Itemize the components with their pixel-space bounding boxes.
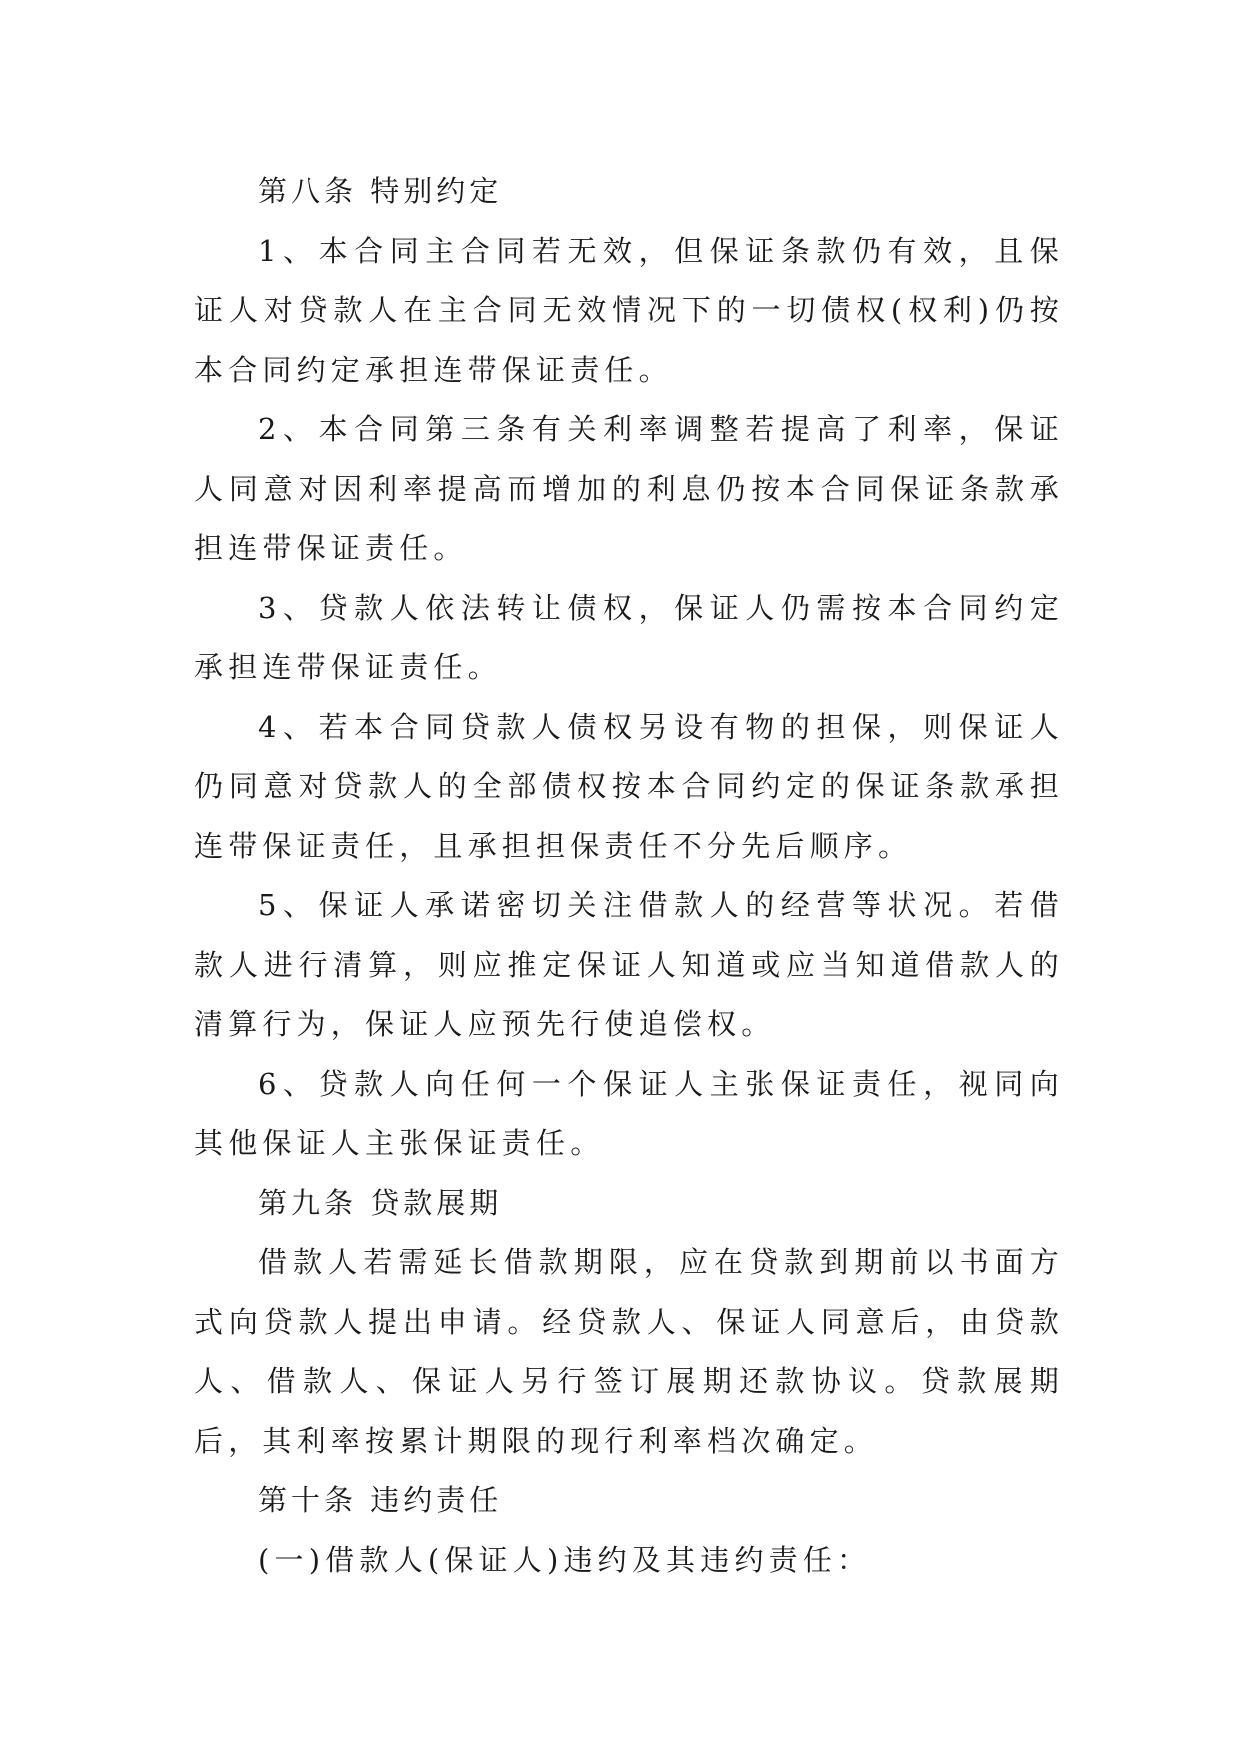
section-8-item-5: 5、保证人承诺密切关注借款人的经营等状况。若借款人进行清算，则应推定保证人知道或应当知道借款人的清算行为，保证人应预先行使追偿权。 — [194, 888, 1064, 1041]
section-8-item-3: 3、贷款人依法转让债权，保证人仍需按本合同约定承担连带保证责任。 — [194, 590, 1064, 684]
section-8-heading: 第八条 特别约定 — [258, 174, 503, 208]
section-8-item-6: 6、贷款人向任何一个保证人主张保证责任，视同向其他保证人主张保证责任。 — [194, 1066, 1064, 1160]
section-9-heading: 第九条 贷款展期 — [258, 1185, 503, 1220]
section-10-subitem-1: (一)借款人(保证人)违约及其违约责任： — [258, 1542, 872, 1577]
section-10-heading: 第十条 违约责任 — [258, 1483, 503, 1517]
document-body — [194, 162, 1064, 1590]
section-8-item-2: 2、本合同第三条有关利率调整若提高了利率，保证人同意对因利率提高而增加的利息仍按本合同保证条款承担连带保证责任。 — [194, 412, 1064, 565]
section-8-item-1: 1、本合同主合同若无效，但保证条款仍有效，且保证人对贷款人在主合同无效情况下的一切债权(权利)仍按本合同约定承担连带保证责任。 — [194, 233, 1064, 387]
section-8-item-4: 4、若本合同贷款人债权另设有物的担保，则保证人仍同意对贷款人的全部债权按本合同约定的保证条款承担连带保证责任，且承担担保责任不分先后顺序。 — [194, 709, 1064, 863]
section-9-body: 借款人若需延长借款期限，应在贷款到期前以书面方式向贷款人提出申请。经贷款人、保证人同意后，由贷款人、借款人、保证人另行签订展期还款协议。贷款展期后，其利率按累计期限的现行利率档次确定。 — [194, 1245, 1064, 1458]
